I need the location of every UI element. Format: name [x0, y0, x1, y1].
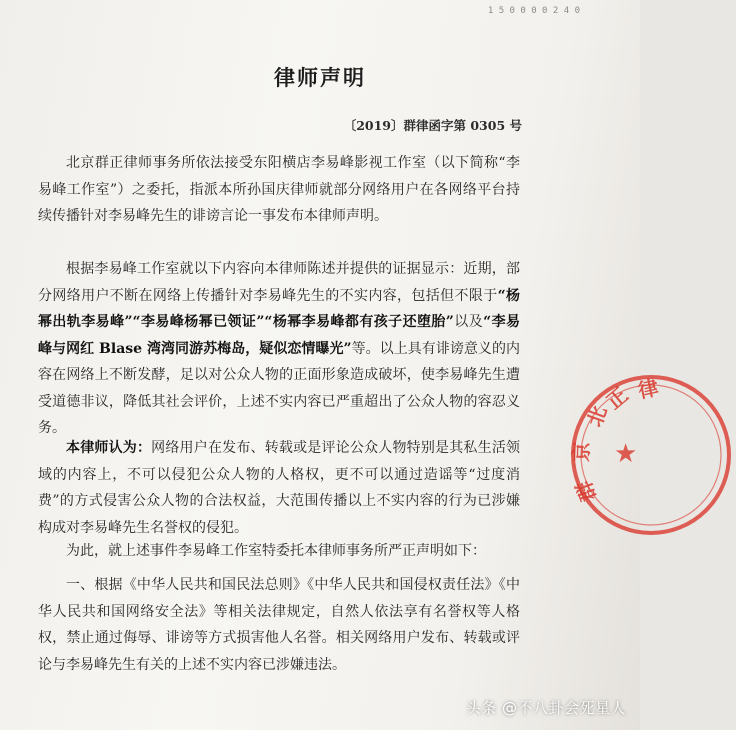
corner-code: 1 5 0 0 0 0 2 4 0: [487, 6, 580, 16]
paragraph-clause-one: 一、根据《中华人民共和国民法总则》《中华人民共和国侵权责任法》《中华人民共和国网络安全法》等相关法律规定，自然人依法享有名誉权等人格权，禁止通过侮辱、诽谤等方式损害他人名誉。相关网络用户发布、转载或评论与李易峰先生有关的上述不实内容已涉嫌违法。: [38, 577, 520, 673]
toutiao-watermark: 头条 @不八卦会死星人: [465, 699, 626, 717]
opinion-body: 网络用户在发布、转载或是评论公众人物特别是其私生活领域的内容上，不可以侵犯公众人物的人格权，更不可以通过造谣等“过度消费”的方式侵害公众人物的合法权益，大范围传播以上不实内容的行为已涉嫌构成对李易峰先生名誉权的侵犯。: [38, 440, 521, 536]
svg-text:★: ★: [614, 439, 638, 469]
evidence-text-e: 等。以上具有诽谤意义的内容在网络上不断发酵，足以对公众人物的正面形象造成破坏，使李易峰先生遭受道德非议，降低其社会评价，上述不实内容已严重超出了公众人物的容忍义务。: [38, 340, 521, 436]
paragraph-opinion: [38, 435, 520, 541]
paragraph-intro: 北京群正律师事务所依法接受东阳横店李易峰影视工作室（以下简称“李易峰工作室”）之委托，指派本所孙国庆律师就部分网络用户在各网络平台持续传播针对李易峰先生的诽谤言论一事发布本律师声明。: [38, 155, 520, 224]
svg-text:北: 北: [582, 402, 612, 430]
document-number: 〔2019〕群律函字第 0305 号: [343, 118, 522, 133]
svg-text:正: 正: [601, 382, 633, 414]
paragraph-declaration-intro: 为此，就上述事件李易峰工作室特委托本律师事务所严正声明如下：: [66, 543, 486, 559]
evidence-text-c: 以及: [453, 314, 484, 330]
svg-text:京: 京: [569, 441, 594, 463]
document-title: 律师声明: [274, 65, 366, 90]
svg-text:群: 群: [571, 477, 601, 505]
opinion-lead: 本律师认为：: [66, 440, 152, 456]
rumor-list-2: “李易峰与网红 Blase 湾湾同游苏梅岛，疑似恋情曝光”: [38, 314, 521, 357]
paragraph-evidence: [38, 256, 520, 442]
rumor-list-1: “杨幂出轨李易峰”“李易峰杨幂已领证”“杨幂李易峰都有孩子还堕胎”: [38, 287, 520, 330]
evidence-text-a: 根据李易峰工作室就以下内容向本律师陈述并提供的证据显示：近期，部分网络用户不断在网络上传播针对李易峰先生的不实内容，包括但不限于: [38, 261, 520, 304]
svg-text:律: 律: [636, 375, 661, 403]
official-seal-stamp: [566, 370, 736, 540]
